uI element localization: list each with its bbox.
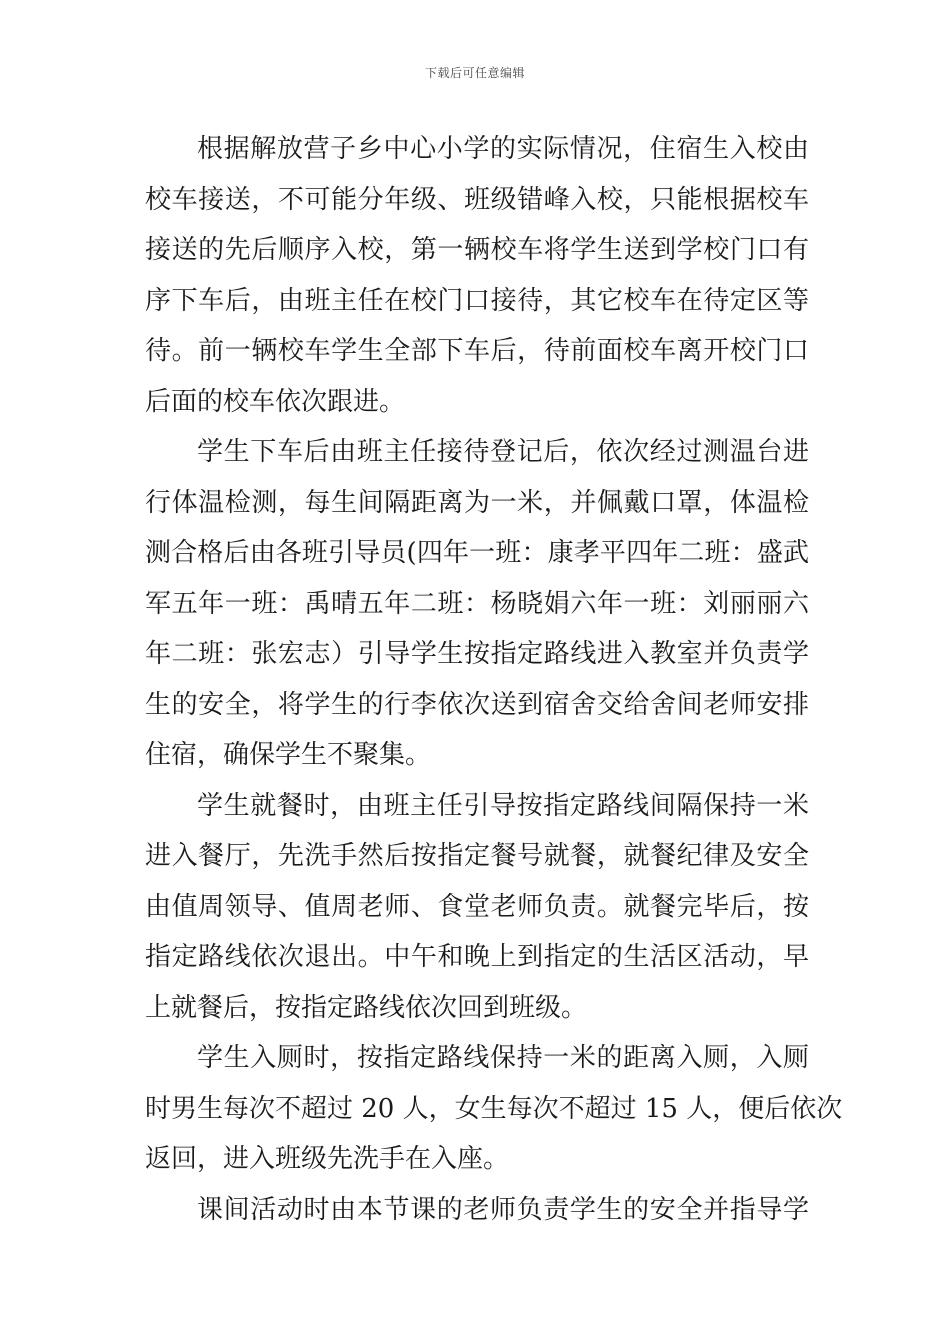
text-line: 年二班：张宏志）引导学生按指定路线进入教室并负责学 — [145, 639, 809, 669]
text-line: 待。前一辆校车学生全部下车后，待前面校车离开校门口 — [145, 336, 809, 366]
text-line: 学生就餐时，由班主任引导按指定路线间隔保持一米 — [197, 790, 809, 821]
text-line: 序下车后，由班主任在校门口接待，其它校车在待定区等 — [145, 285, 809, 316]
text-line: 指定路线依次退出。中午和晚上到指定的生活区活动，早 — [145, 942, 809, 972]
text-line: 课间活动时由本节课的老师负责学生的安全并指导学 — [197, 1194, 809, 1225]
paragraph-5 — [145, 1185, 809, 1236]
text-line: 军五年一班：禹晴五年二班：杨晓娟六年一班：刘丽丽六 — [145, 588, 809, 619]
text-line: 学生入厕时，按指定路线保持一米的距离入厕，入厕 — [197, 1043, 809, 1073]
text-line: 返回，进入班级先洗手在入座。 — [145, 1144, 510, 1174]
text-line: 上就餐后，按指定路线依次回到班级。 — [145, 992, 588, 1023]
paragraph-1 — [145, 124, 809, 427]
paragraph-3 — [145, 781, 809, 1034]
text-line: 生的安全，将学生的行李依次送到宿舍交给舍间老师安排 — [145, 689, 809, 720]
text-line: 校车接送，不可能分年级、班级错峰入校，只能根据校车 — [145, 184, 809, 215]
text-line: 学生下车后由班主任接待登记后，依次经过测温台进 — [197, 437, 809, 467]
text-line: 根据解放营子乡中心小学的实际情况，住宿生入校由 — [197, 134, 809, 164]
page-header: 下载后可任意编辑 — [424, 66, 525, 80]
text-line: 进入餐厅，先洗手然后按指定餐号就餐，就餐纪律及安全 — [145, 841, 809, 871]
text-line: 时男生每次不超过 20 人，女生每次不超过 15 人，便后依次 — [145, 1093, 843, 1124]
text-line: 由值周领导、值周老师、食堂老师负责。就餐完毕后，按 — [145, 891, 809, 922]
text-line: 行体温检测，每生间隔距离为一米，并佩戴口罩，体温检 — [145, 487, 809, 518]
text-line: 测合格后由各班引导员(四年一班：康孝平四年二班：盛武 — [145, 538, 809, 568]
paragraph-4 — [145, 1033, 843, 1185]
text-line: 后面的校车依次跟进。 — [145, 386, 406, 417]
paragraph-2 — [145, 427, 809, 781]
text-line: 住宿，确保学生不聚集。 — [145, 740, 432, 770]
document-body — [145, 124, 843, 1235]
text-line: 接送的先后顺序入校，第一辆校车将学生送到学校门口有 — [145, 235, 809, 265]
